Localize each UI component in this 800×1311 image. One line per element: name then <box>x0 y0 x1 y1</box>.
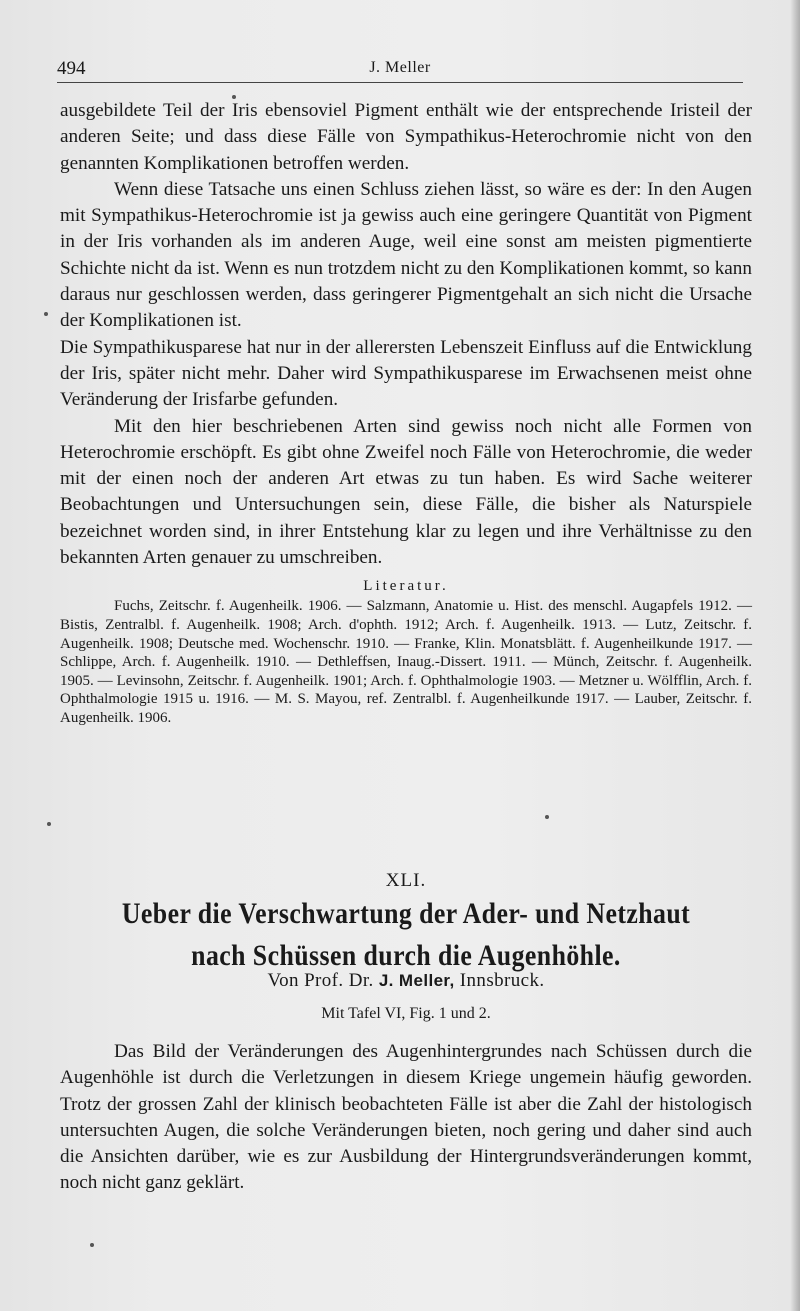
author-place: Innsbruck. <box>459 970 545 991</box>
running-head-author: J. Meller <box>369 59 431 76</box>
article-title-line: Ueber die Verschwartung der Ader- und Netzhaut <box>121 897 691 930</box>
print-speck <box>545 815 549 819</box>
running-header <box>57 58 743 84</box>
article-intro <box>60 1039 752 1197</box>
paragraph: Das Bild der Veränderungen des Augenhintergrundes nach Schüssen durch die Augenhöhle ist durch die Verletzungen in diesem Kriege ungemein häufig geworden. Trotz der grossen Zahl der klinisch beobachteten Fälle ist aber die Zahl der histologisch untersuchten Augen, die solche Veränderungen bieten, noch gering und daher sind auch die Ansichten darüber, wie es zur Ausbildung der Hintergrundsveränderungen kommt, noch nicht ganz geklärt. <box>60 1041 752 1194</box>
print-speck <box>232 95 236 99</box>
paragraph: Wenn diese Tatsache uns einen Schluss ziehen lässt, so wäre es der: In den Augen mit Sympathikus-Heterochromie ist ja gewiss auch eine geringere Quantität von Pigment in der Iris vorhanden als im anderen Auge, weil eine sonst am meisten pigmentierte Schichte nicht da ist. Wenn es nun trotzdem nicht zu den Komplikationen kommt, so kann daraus nur geschlossen werden, dass geringerer Pigmentgehalt an sich nicht die Ursache der Komplikationen ist. <box>60 178 752 332</box>
header-rule <box>57 82 743 83</box>
article-title <box>91 893 721 977</box>
literature-heading: Literatur. <box>363 578 449 595</box>
paragraph: Mit den hier beschriebenen Arten sind gewiss noch nicht alle Formen von Heterochromie erschöpft. Es gibt ohne Zweifel noch Fälle von Heterochromie, die weder mit der einen noch der anderen Art etwas zu tun haben. Es wird Sache weiterer Beobachtungen und Untersuchungen sein, diese Fälle, die bisher als Naturspiele bezeichnet worden sind, in ihrer Entstehung klar zu legen und ihre Verhältnisse zu den bekannten Arten genauer zu umschreiben. <box>60 415 752 569</box>
paragraph: Die Sympathikusparese hat nur in der allerersten Lebenszeit Einfluss auf die Entwicklung der Iris, später nicht mehr. Daher wird Sympathikusparese im Erwachsenen meist ohne Veränderung der Irisfarbe gefunden. <box>60 336 752 411</box>
print-speck <box>90 1243 94 1247</box>
print-speck <box>47 822 51 826</box>
page-number: 494 <box>57 58 86 79</box>
plate-reference: Mit Tafel VI, Fig. 1 und 2. <box>321 1005 491 1022</box>
article-number: XLI. <box>385 870 427 891</box>
print-speck <box>44 312 48 316</box>
article-author <box>60 970 752 992</box>
paragraph: ausgebildete Teil der Iris ebensoviel Pigment enthält wie der entsprechende Iristeil der anderen Seite; und dass diese Fälle von Sympathikus-Heterochromie nicht von den genannten Komplikationen betroffen werden. <box>60 100 752 174</box>
page-edge-shadow <box>790 0 800 1311</box>
author-prefix: Von Prof. Dr. <box>267 970 374 991</box>
literature-list: Fuchs, Zeitschr. f. Augenheilk. 1906. — Salzmann, Anatomie u. Hist. des menschl. Augapfels 1912. — Bistis, Zentralbl. f. Augenheilk. 1908; Arch. d'ophth. 1912; Arch. f. Augenheilk. 1913. — Lutz, Zeitschr. f. Augenheilk. 1908; Deutsche med. Wochenschr. 1910. — Franke, Klin. Monatsblätt. f. Augenheilkunde 1917. — Schlippe, Arch. f. Augenheilk. 1910. — Dethleffsen, Inaug.-Dissert. 1911. — Münch, Zeitschr. f. Augenheilk. 1905. — Levinsohn, Zeitschr. f. Augenheilk. 1901; Arch. f. Ophthalmologie 1903. — Metzner u. Wölfflin, Arch. f. Ophthalmologie 1915 u. 1916. — M. S. Mayou, ref. Zentralbl. f. Augenheilkunde 1917. — Lauber, Zeitschr. f. Augenheilk. 1906. <box>60 598 752 726</box>
article-title-line: nach Schüssen durch die Augenhöhle. <box>191 939 621 972</box>
author-name: J. Meller, <box>378 971 455 990</box>
main-text <box>60 98 752 728</box>
